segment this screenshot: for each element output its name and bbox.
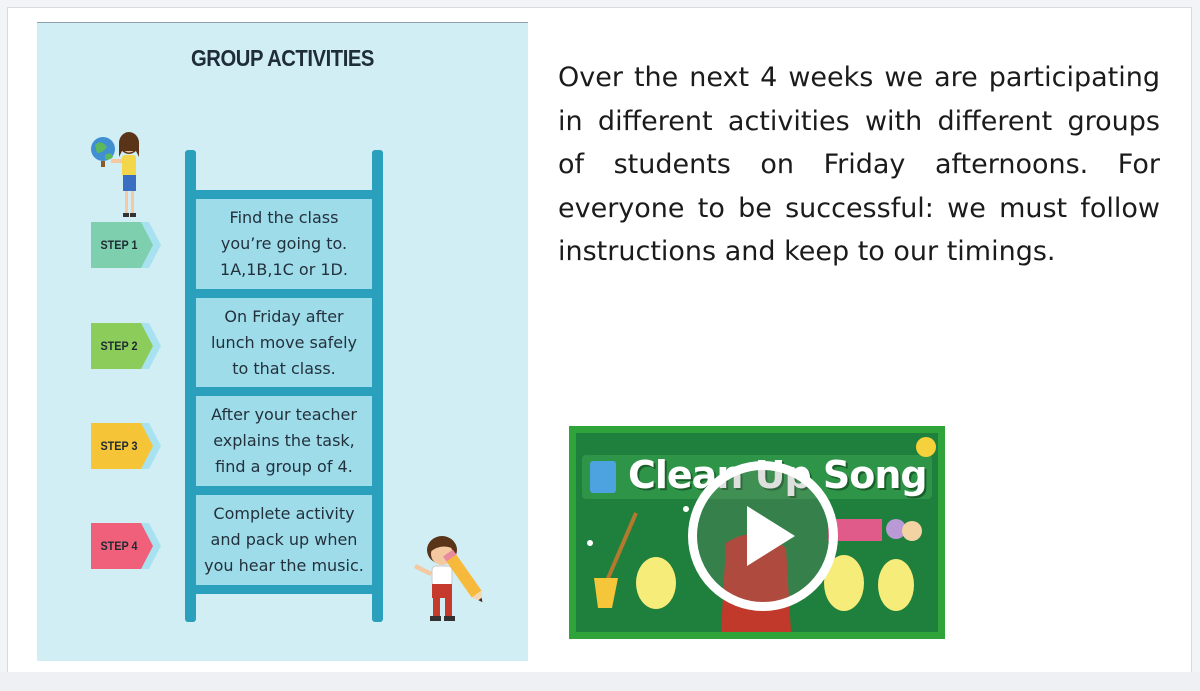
step-1-line: 1A,1B,1C or 1D. [220,260,348,279]
bottom-bar [0,672,1200,691]
step-3-line: explains the task, [213,431,355,450]
ladder-left-rail [185,150,196,622]
step-4-line: you hear the music. [204,556,364,575]
ladder-rung [195,585,375,594]
step-4-line: Complete activity [213,504,355,523]
step-2-line: On Friday after [224,306,344,326]
video-thumbnail [576,433,938,632]
step-4-line: and pack up when [210,530,358,549]
step-2-line: lunch move safely [210,332,358,352]
step-2-label: STEP 2 [100,339,138,353]
step-4-arrow [91,523,157,569]
step-3-line: After your teacher [211,405,357,424]
step-1-arrow [91,222,157,268]
step-2-text [196,298,372,387]
clean-up-song-video[interactable] [569,426,945,639]
step-2-line: to that class. [232,358,336,378]
step-3-label: STEP 3 [100,439,138,453]
teacher-with-globe-illustration [89,129,153,225]
step-1-line: Find the class [229,208,339,227]
step-3-text [196,396,372,486]
step-1-label: STEP 1 [100,238,138,252]
ladder-rung [195,486,375,495]
play-button[interactable] [688,461,838,611]
step-1-text [196,199,372,289]
step-1-line: you’re going to. [220,234,348,253]
ladder-rung [195,190,375,199]
instructions-paragraph: Over the next 4 weeks we are participating in different activities with different groups of students on Friday afternoons. For everyone to be successful: we must follow instructions and keep to our timings. [558,62,1160,267]
ladder-rung [195,289,375,298]
video-title: Clean Up Song [628,453,927,497]
ladder-rung [195,387,375,396]
step-3-arrow [91,423,157,469]
boy-with-pencil-illustration [402,528,486,632]
step-2-arrow [91,323,157,369]
slide-page [7,7,1192,674]
step-4-text [196,495,372,585]
infographic-title: GROUP ACTIVITIES [190,45,375,71]
step-4-label: STEP 4 [100,539,138,553]
step-3-line: find a group of 4. [215,457,353,476]
play-icon [697,470,829,602]
ladder-right-rail [372,150,383,622]
group-activities-infographic [37,22,528,661]
